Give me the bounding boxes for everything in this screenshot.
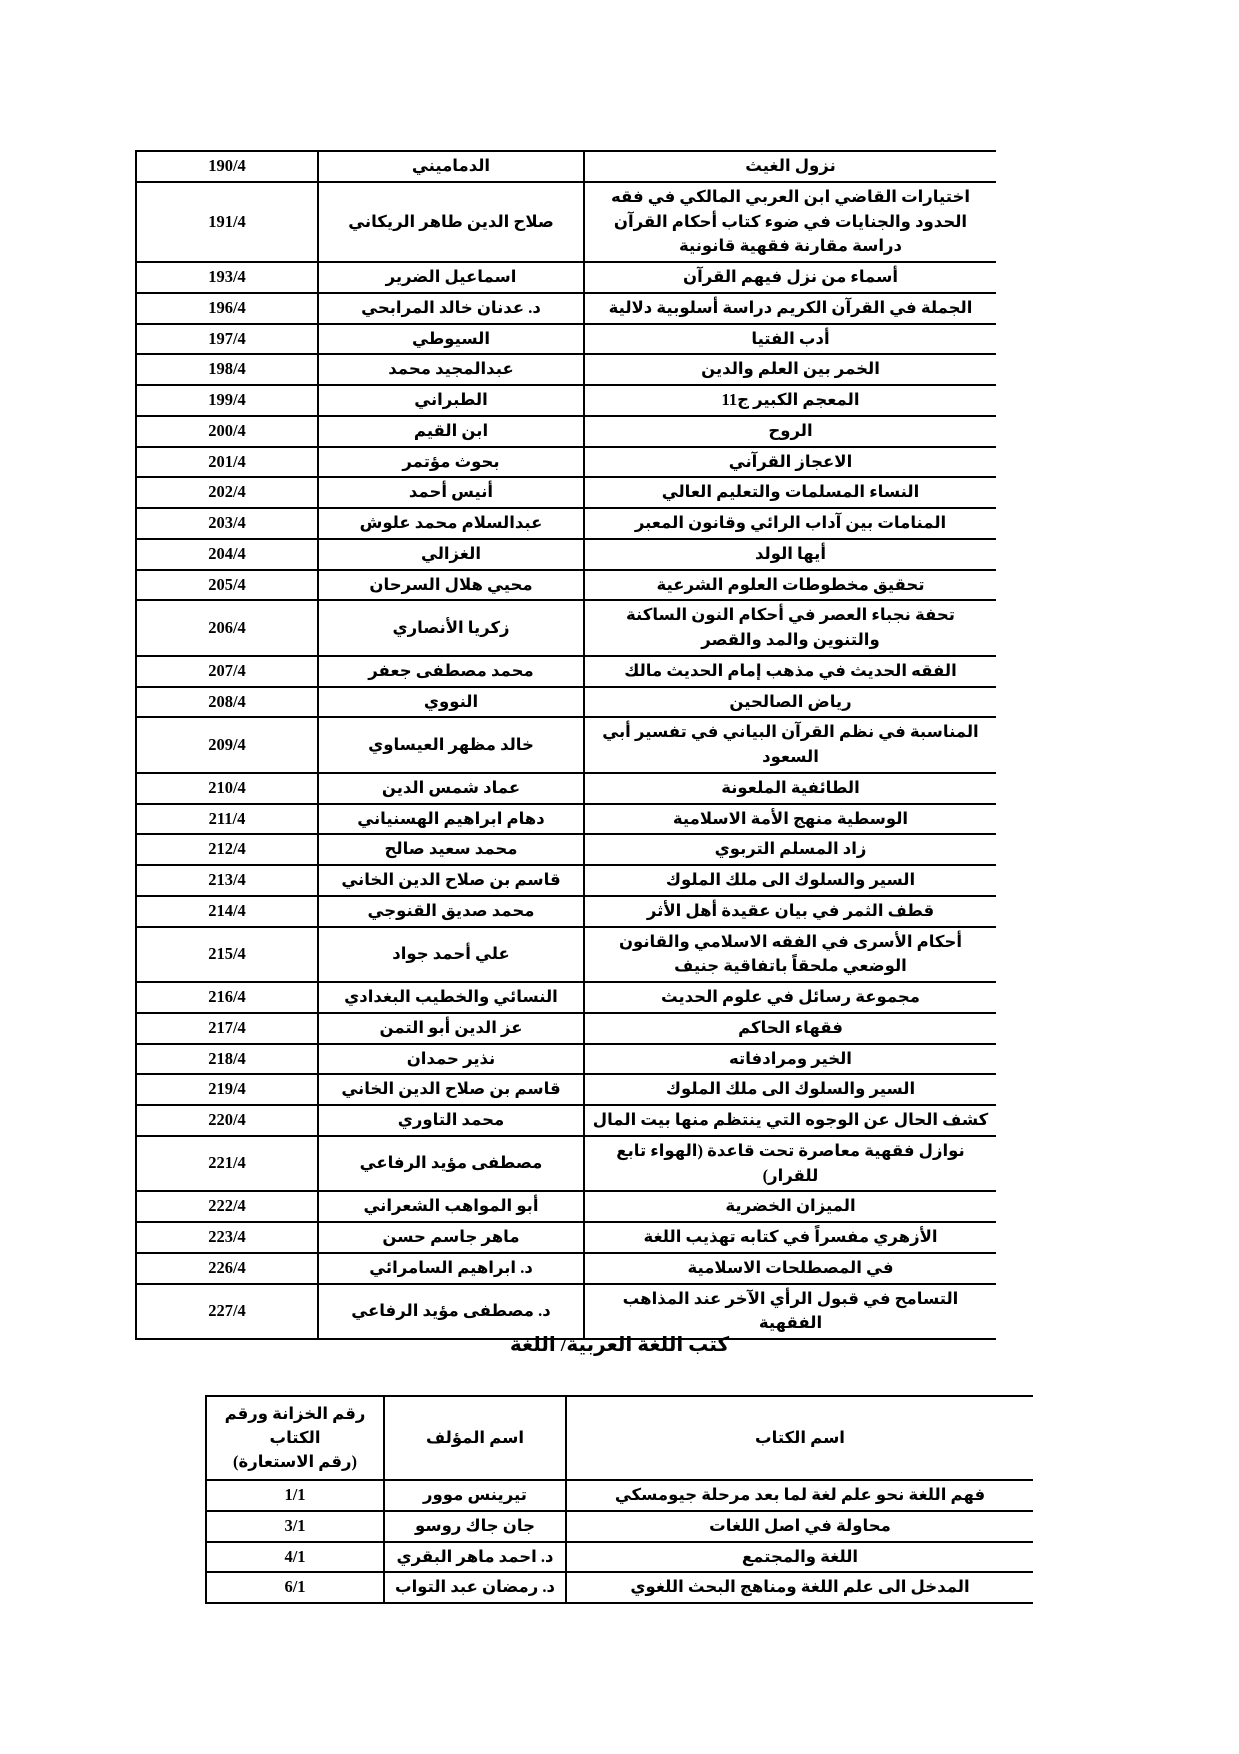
book-title-cell: الفقه الحديث في مذهب إمام الحديث مالك — [584, 656, 996, 687]
table-row — [136, 416, 996, 447]
shelf-number-cell: 203/4 — [136, 508, 318, 539]
shelf-number-cell: 200/4 — [136, 416, 318, 447]
table-row — [136, 865, 996, 896]
book-title-cell: نوازل فقهية معاصرة تحت قاعدة (الهواء تابع للقرار) — [584, 1136, 996, 1192]
table-row — [136, 293, 996, 324]
book-title-cell: المعجم الكبير ج11 — [584, 385, 996, 416]
shelf-number-cell: 193/4 — [136, 262, 318, 293]
author-cell: د. ابراهيم السامرائي — [318, 1253, 584, 1284]
shelf-number-cell: 217/4 — [136, 1013, 318, 1044]
table-row — [136, 1013, 996, 1044]
author-cell: د. احمد ماهر البقري — [384, 1542, 566, 1573]
author-cell: محمد صديق القنوجي — [318, 896, 584, 927]
catalog-table-quran-books — [135, 150, 996, 1340]
shelf-number-cell: 210/4 — [136, 773, 318, 804]
author-cell: محمد مصطفى جعفر — [318, 656, 584, 687]
book-title-cell: النساء المسلمات والتعليم العالي — [584, 477, 996, 508]
book-title-cell: مجموعة رسائل في علوم الحديث — [584, 982, 996, 1013]
author-cell: تيرينس موور — [384, 1480, 566, 1511]
shelf-number-cell: 220/4 — [136, 1105, 318, 1136]
shelf-number-cell: 212/4 — [136, 834, 318, 865]
header-shelf-number — [206, 1396, 384, 1480]
shelf-number-cell: 218/4 — [136, 1044, 318, 1075]
table-row — [136, 477, 996, 508]
shelf-number-cell: 219/4 — [136, 1074, 318, 1105]
book-title-cell: في المصطلحات الاسلامية — [584, 1253, 996, 1284]
author-cell: النسائي والخطيب البغدادي — [318, 982, 584, 1013]
table-row — [136, 773, 996, 804]
book-title-cell: الطائفية الملعونة — [584, 773, 996, 804]
table-row — [136, 508, 996, 539]
shelf-number-cell: 204/4 — [136, 539, 318, 570]
book-title-cell: المنامات بين آداب الرائي وقانون المعبر — [584, 508, 996, 539]
book-title-cell: أدب الفتيا — [584, 324, 996, 355]
table-row — [136, 1284, 996, 1340]
shelf-number-cell: 222/4 — [136, 1191, 318, 1222]
book-title-cell: الاعجاز القرآني — [584, 447, 996, 478]
author-cell: دهام ابراهيم الهسنياني — [318, 804, 584, 835]
book-title-cell: نزول الغيث — [584, 151, 996, 182]
table-row — [136, 354, 996, 385]
book-title-cell: المدخل الى علم اللغة ومناهج البحث اللغوي — [566, 1572, 1033, 1603]
shelf-number-cell: 1/1 — [206, 1480, 384, 1511]
table-row — [136, 570, 996, 601]
shelf-number-cell: 206/4 — [136, 600, 318, 656]
table-row — [206, 1572, 1033, 1603]
shelf-number-cell: 198/4 — [136, 354, 318, 385]
book-title-cell: فهم اللغة نحو علم لغة لما بعد مرحلة جيومسكي — [566, 1480, 1033, 1511]
table-row — [206, 1511, 1033, 1542]
table-row — [136, 151, 996, 182]
author-cell: بحوث مؤتمر — [318, 447, 584, 478]
header-shelf-number-line1: رقم الخزانة ورقم — [224, 1404, 366, 1424]
author-cell: أبو المواهب الشعراني — [318, 1191, 584, 1222]
book-title-cell: الوسطية منهج الأمة الاسلامية — [584, 804, 996, 835]
table-row — [136, 1191, 996, 1222]
shelf-number-cell: 6/1 — [206, 1572, 384, 1603]
table-row — [136, 600, 996, 656]
author-cell: عبدالسلام محمد علوش — [318, 508, 584, 539]
shelf-number-cell: 227/4 — [136, 1284, 318, 1340]
shelf-number-cell: 190/4 — [136, 151, 318, 182]
header-book-name: اسم الكتاب — [566, 1396, 1033, 1480]
shelf-number-cell: 226/4 — [136, 1253, 318, 1284]
header-author-name: اسم المؤلف — [384, 1396, 566, 1480]
author-cell: اسماعيل الضرير — [318, 262, 584, 293]
book-title-cell: تحفة نجباء العصر في أحكام النون الساكنة والتنوين والمد والقصر — [584, 600, 996, 656]
table-row — [136, 385, 996, 416]
table-row — [136, 834, 996, 865]
shelf-number-cell: 199/4 — [136, 385, 318, 416]
shelf-number-cell: 205/4 — [136, 570, 318, 601]
table-row — [136, 1222, 996, 1253]
author-cell: عماد شمس الدين — [318, 773, 584, 804]
author-cell: ماهر جاسم حسن — [318, 1222, 584, 1253]
book-title-cell: أسماء من نزل فيهم القرآن — [584, 262, 996, 293]
author-cell: د. رمضان عبد التواب — [384, 1572, 566, 1603]
header-shelf-number-line3: (رقم الاستعارة) — [232, 1451, 357, 1471]
author-cell: أنيس أحمد — [318, 477, 584, 508]
table-row — [136, 896, 996, 927]
table-row — [136, 447, 996, 478]
author-cell: ابن القيم — [318, 416, 584, 447]
shelf-number-cell: 196/4 — [136, 293, 318, 324]
shelf-number-cell: 221/4 — [136, 1136, 318, 1192]
header-shelf-number-line2: الكتاب — [269, 1428, 321, 1448]
book-title-cell: أحكام الأسرى في الفقه الاسلامي والقانون الوضعي ملحقاً باتفاقية جنيف — [584, 927, 996, 983]
shelf-number-cell: 197/4 — [136, 324, 318, 355]
table-row — [136, 717, 996, 773]
shelf-number-cell: 216/4 — [136, 982, 318, 1013]
author-cell: محيي هلال السرحان — [318, 570, 584, 601]
author-cell: زكريا الأنصاري — [318, 600, 584, 656]
author-cell: النووي — [318, 687, 584, 718]
author-cell: عز الدين أبو التمن — [318, 1013, 584, 1044]
book-title-cell: الخير ومرادفاته — [584, 1044, 996, 1075]
shelf-number-cell: 209/4 — [136, 717, 318, 773]
shelf-number-cell: 3/1 — [206, 1511, 384, 1542]
shelf-number-cell: 4/1 — [206, 1542, 384, 1573]
table-row — [136, 324, 996, 355]
book-title-cell: رياض الصالحين — [584, 687, 996, 718]
book-title-cell: اللغة والمجتمع — [566, 1542, 1033, 1573]
author-cell: عبدالمجيد محمد — [318, 354, 584, 385]
catalog-table-language-books — [205, 1395, 1033, 1604]
book-title-cell: التسامح في قبول الرأي الآخر عند المذاهب الفقهية — [584, 1284, 996, 1340]
book-title-cell: الروح — [584, 416, 996, 447]
book-title-cell: المناسبة في نظم القرآن البياني في تفسير أبي السعود — [584, 717, 996, 773]
table-row — [136, 1136, 996, 1192]
shelf-number-cell: 214/4 — [136, 896, 318, 927]
shelf-number-cell: 213/4 — [136, 865, 318, 896]
author-cell: محمد التاوري — [318, 1105, 584, 1136]
author-cell: قاسم بن صلاح الدين الخاني — [318, 1074, 584, 1105]
shelf-number-cell: 202/4 — [136, 477, 318, 508]
author-cell: مصطفى مؤيد الرفاعي — [318, 1136, 584, 1192]
table-row — [206, 1542, 1033, 1573]
section-heading: كتب اللغة العربية/ اللغة — [509, 1334, 730, 1356]
author-cell: جان جاك روسو — [384, 1511, 566, 1542]
author-cell: السيوطي — [318, 324, 584, 355]
author-cell: صلاح الدين طاهر الريكاني — [318, 182, 584, 262]
author-cell: د. عدنان خالد المرابحي — [318, 293, 584, 324]
book-title-cell: كشف الحال عن الوجوه التي ينتظم منها بيت المال — [584, 1105, 996, 1136]
table-row — [136, 1044, 996, 1075]
author-cell: خالد مظهر العيساوي — [318, 717, 584, 773]
author-cell: الطبراني — [318, 385, 584, 416]
table-row — [206, 1480, 1033, 1511]
book-title-cell: تحقيق مخطوطات العلوم الشرعية — [584, 570, 996, 601]
shelf-number-cell: 191/4 — [136, 182, 318, 262]
header-row — [206, 1396, 1033, 1480]
book-title-cell: محاولة في اصل اللغات — [566, 1511, 1033, 1542]
author-cell: د. مصطفى مؤيد الرفاعي — [318, 1284, 584, 1340]
book-title-cell: أيها الولد — [584, 539, 996, 570]
author-cell: علي أحمد جواد — [318, 927, 584, 983]
shelf-number-cell: 223/4 — [136, 1222, 318, 1253]
table-row — [136, 927, 996, 983]
book-title-cell: الجملة في القرآن الكريم دراسة أسلوبية دلالية — [584, 293, 996, 324]
book-title-cell: الخمر بين العلم والدين — [584, 354, 996, 385]
author-cell: الغزالي — [318, 539, 584, 570]
table-row — [136, 982, 996, 1013]
table-row — [136, 1105, 996, 1136]
catalog-table-language-body — [206, 1480, 1033, 1603]
book-title-cell: الأزهري مفسراً في كتابه تهذيب اللغة — [584, 1222, 996, 1253]
shelf-number-cell: 215/4 — [136, 927, 318, 983]
table-row — [136, 1074, 996, 1105]
shelf-number-cell: 201/4 — [136, 447, 318, 478]
table-row — [136, 262, 996, 293]
language-table-header — [206, 1396, 1033, 1480]
table-row — [136, 687, 996, 718]
book-title-cell: السير والسلوك الى ملك الملوك — [584, 865, 996, 896]
table-row — [136, 804, 996, 835]
shelf-number-cell: 211/4 — [136, 804, 318, 835]
author-cell: محمد سعيد صالح — [318, 834, 584, 865]
table-row — [136, 539, 996, 570]
book-title-cell: الميزان الخضرية — [584, 1191, 996, 1222]
shelf-number-cell: 208/4 — [136, 687, 318, 718]
book-title-cell: اختيارات القاضي ابن العربي المالكي في فقه الحدود والجنايات في ضوء كتاب أحكام القرآن دراسة مقارنة فقهية قانونية — [584, 182, 996, 262]
table-row — [136, 182, 996, 262]
book-title-cell: قطف الثمر في بيان عقيدة أهل الأثر — [584, 896, 996, 927]
book-title-cell: السير والسلوك الى ملك الملوك — [584, 1074, 996, 1105]
table-row — [136, 656, 996, 687]
author-cell: الدماميني — [318, 151, 584, 182]
catalog-table-quran-body — [136, 151, 996, 1339]
shelf-number-cell: 207/4 — [136, 656, 318, 687]
author-cell: قاسم بن صلاح الدين الخاني — [318, 865, 584, 896]
book-title-cell: فقهاء الحاكم — [584, 1013, 996, 1044]
book-title-cell: زاد المسلم التربوي — [584, 834, 996, 865]
table-row — [136, 1253, 996, 1284]
author-cell: نذير حمدان — [318, 1044, 584, 1075]
